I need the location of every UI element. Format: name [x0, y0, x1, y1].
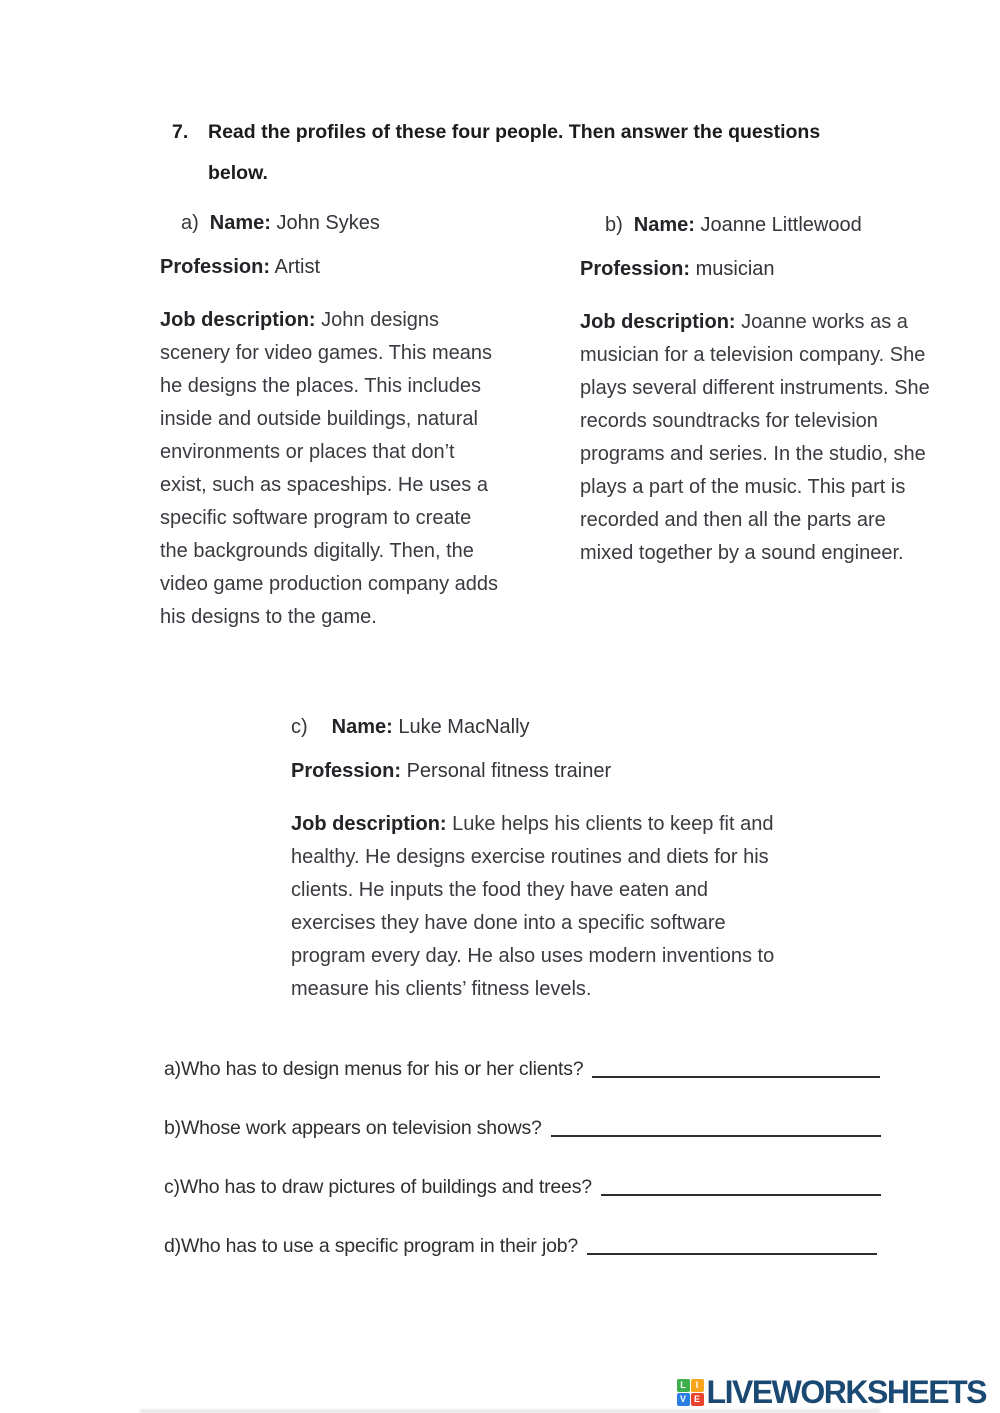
name-label: Name:	[209, 212, 271, 234]
question-c-text: Who has to draw pictures of buildings and trees?	[179, 1176, 592, 1198]
questions-section	[164, 1058, 944, 1294]
question-d-letter: d)	[164, 1235, 181, 1257]
logo-tile-l-icon: L	[677, 1379, 690, 1392]
logo-tile-e-icon: E	[691, 1393, 704, 1406]
profile-c-profession-line	[291, 760, 779, 783]
profile-a-name: John Sykes	[276, 212, 380, 234]
logo-tile-i-icon: I	[691, 1379, 704, 1392]
question-d-answer-blank[interactable]	[587, 1239, 877, 1255]
liveworksheets-wordmark: LIVEWORKSHEETS	[706, 1374, 986, 1410]
profile-a-job-text: John designs scenery for video games. This means he designs the places. This includes inside and outside buildings, natural environments or places that don’t exist, such as spaceships. He uses a specific software program to create the backgrounds digitally. Then, the video game production company adds his designs to the game.	[160, 309, 498, 628]
question-c-answer-blank[interactable]	[601, 1180, 881, 1196]
instruction-number: 7.	[172, 121, 189, 143]
profile-luke-macnally	[291, 716, 779, 1006]
profession-label: Profession:	[291, 760, 402, 782]
logo-tiles-icon	[677, 1379, 704, 1406]
question-a-text: Who has to design menus for his or her clients?	[180, 1058, 584, 1080]
question-d-text: Who has to use a specific program in their job?	[180, 1235, 579, 1257]
profile-a-letter: a)	[181, 212, 199, 234]
job-description-label: Job description:	[291, 813, 447, 835]
question-b-answer-blank[interactable]	[551, 1121, 881, 1137]
profile-c-name-line	[291, 716, 779, 739]
profile-c-letter: c)	[291, 716, 308, 738]
question-c-letter: c)	[164, 1176, 180, 1198]
question-d	[164, 1235, 944, 1258]
instruction-line-2: below.	[208, 162, 268, 184]
liveworksheets-logo	[677, 1376, 986, 1408]
profile-b-job-text: Joanne works as a musician for a television company. She plays several different instruments. She records soundtracks for television programs and series. In the studio, she plays a part of the music. This part is recorded and then all the parts are mixed together by a sound engineer.	[580, 311, 930, 564]
job-description-label: Job description:	[580, 311, 736, 333]
profile-a-name-line	[160, 212, 498, 235]
profile-b-job-description	[580, 306, 944, 570]
instruction-text	[208, 112, 820, 194]
question-b-text: Whose work appears on television shows?	[180, 1117, 542, 1139]
profession-label: Profession:	[580, 258, 691, 280]
profile-b-letter: b)	[605, 214, 623, 236]
job-description-label: Job description:	[160, 309, 316, 331]
profile-c-job-description	[291, 808, 779, 1006]
profile-john-sykes	[160, 212, 498, 634]
profile-a-profession: Artist	[274, 256, 321, 278]
question-a	[164, 1058, 944, 1081]
profile-c-profession: Personal fitness trainer	[406, 760, 612, 782]
instruction-line-1: Read the profiles of these four people. Then answer the questions	[208, 121, 821, 143]
question-a-letter: a)	[164, 1058, 181, 1080]
profession-label: Profession:	[160, 256, 271, 278]
instruction-heading	[172, 112, 820, 194]
scan-artifact-line	[140, 1409, 880, 1413]
question-c	[164, 1176, 944, 1199]
profile-b-name-line	[580, 214, 944, 237]
name-label: Name:	[331, 716, 393, 738]
question-b	[164, 1117, 944, 1140]
profile-b-profession: musician	[695, 258, 775, 280]
profile-b-name: Joanne Littlewood	[700, 214, 862, 236]
name-label: Name:	[633, 214, 695, 236]
profile-c-job-text: Luke helps his clients to keep fit and healthy. He designs exercise routines and diets for his clients. He inputs the food they have eaten and exercises they have done into a specific software program every day. He also uses modern inventions to measure his clients’ fitness levels.	[291, 813, 775, 1000]
profile-b-profession-line	[580, 258, 944, 281]
profile-joanne-littlewood	[580, 214, 944, 570]
profile-c-name: Luke MacNally	[398, 716, 530, 738]
profile-a-job-description	[160, 304, 498, 634]
question-a-answer-blank[interactable]	[592, 1062, 880, 1078]
logo-tile-v-icon: V	[677, 1393, 690, 1406]
question-b-letter: b)	[164, 1117, 181, 1139]
profile-a-profession-line	[160, 256, 498, 279]
